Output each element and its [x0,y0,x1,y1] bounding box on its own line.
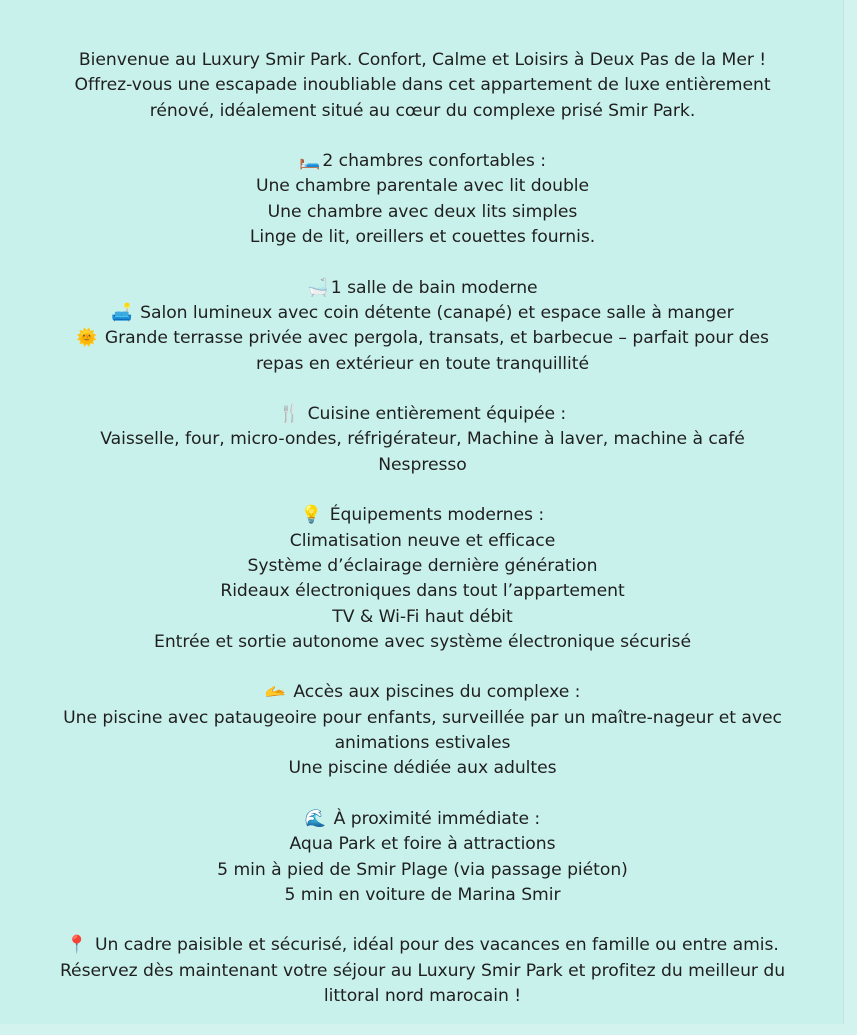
bathtub-icon: 🛁 [307,277,329,298]
intro-paragraph [10,48,835,124]
closing-line: littoral nord marocain ! [323,985,522,1006]
bedrooms-section [10,149,835,250]
kitchen-section [10,402,835,478]
bedrooms-title: 2 chambres confortables : [322,151,546,172]
terrace-line [10,326,835,351]
bath-line [10,276,835,301]
pools-section [10,680,835,781]
amenities-section [10,276,835,377]
pools-item: animations estivales [334,733,511,754]
nearby-title-line [10,807,835,832]
pools-item: Une piscine dédiée aux adultes [288,758,557,779]
pointing-hand-icon: 🫴 [264,682,286,703]
equipment-section [10,503,835,655]
kitchen-item: Vaisselle, four, micro-ondes, réfrigérateur, Machine à laver, machine à café [100,429,745,450]
nearby-item: 5 min à pied de Smir Plage (via passage piéton) [217,859,628,880]
nearby-item: 5 min en voiture de Marina Smir [284,884,561,905]
equipment-item: Climatisation neuve et efficace [289,530,556,551]
equipment-title-line [10,503,835,528]
pin-icon: 📍 [66,935,88,956]
light-bulb-icon: 💡 [300,505,323,526]
fork-knife-icon: 🍴 [278,404,301,425]
sun-icon: 🌞 [76,328,98,349]
bedrooms-title-line [10,149,835,174]
equipment-item: Rideaux électroniques dans tout l’appartement [220,581,625,602]
closing-line [10,933,835,958]
salon-line [10,301,835,326]
kitchen-item: Nespresso [378,454,467,475]
pools-item: Une piscine avec pataugeoire pour enfants, surveillée par un maître-nageur et avec [63,707,782,728]
listing-description [10,48,835,1035]
intro-line: Offrez-vous une escapade inoubliable dans cet appartement de luxe entièrement [74,75,771,96]
equipment-title: Équipements modernes : [329,505,545,526]
equipment-item: Entrée et sortie autonome avec système électronique sécurisé [154,631,691,652]
nearby-title: À proximité immédiate : [333,808,541,829]
nearby-section [10,807,835,908]
intro-line: rénové, idéalement situé au cœur du complexe prisé Smir Park. [149,100,696,121]
intro-line: Bienvenue au Luxury Smir Park. Confort, Calme et Loisirs à Deux Pas de la Mer ! [78,50,767,70]
equipment-item: Système d’éclairage dernière génération [247,555,598,576]
terrace-text: Grande terrasse privée avec pergola, transats, et barbecue – parfait pour des [104,328,769,349]
pools-title: Accès aux piscines du complexe : [293,682,581,703]
closing-line: Réservez dès maintenant votre séjour au Luxury Smir Park et profitez du meilleur du [59,960,786,981]
closing-section [10,933,835,1009]
kitchen-title: Cuisine entièrement équipée : [307,404,567,425]
bath-text: 1 salle de bain moderne [330,277,538,298]
salon-text: Salon lumineux avec coin détente (canapé) et espace salle à manger [140,302,734,323]
bedroom-item: Une chambre parentale avec lit double [255,176,590,197]
closing-text: Un cadre paisible et sécurisé, idéal pour des vacances en famille ou entre amis. [94,935,779,956]
terrace-line-cont: repas en extérieur en toute tranquillité [256,353,589,374]
bedroom-item: Une chambre avec deux lits simples [267,201,578,222]
bed-icon: 🛏️ [299,151,321,172]
nearby-item: Aqua Park et foire à attractions [289,834,556,855]
equipment-item: TV & Wi-Fi haut débit [332,606,513,627]
pools-title-line [10,680,835,705]
bedroom-item: Linge de lit, oreillers et couettes fournis. [249,227,596,248]
wave-icon: 🌊 [304,808,327,829]
kitchen-title-line [10,402,835,427]
couch-icon: 🛋️ [111,302,133,323]
